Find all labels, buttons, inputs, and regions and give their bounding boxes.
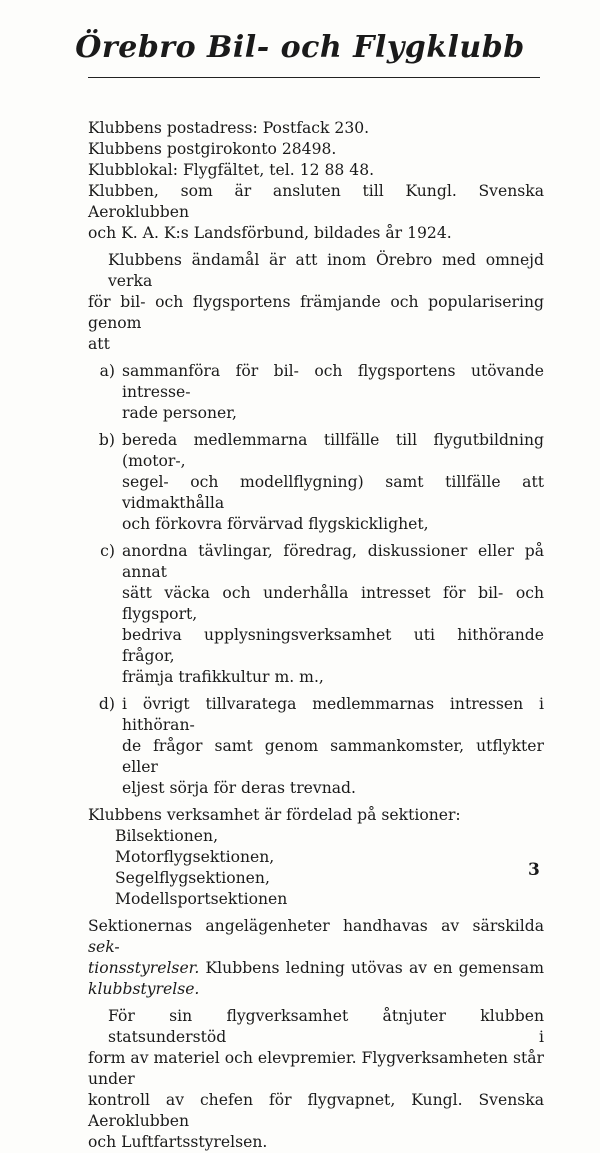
text-line: rade personer,: [122, 404, 237, 422]
klubblokal-line: Klubblokal: Flygfältet, tel. 12 88 48.: [88, 161, 375, 179]
text-line: Klubben, som är ansluten till Kungl. Svenska Aeroklubben: [88, 182, 544, 221]
text-line: och K. A. K:s Landsförbund, bildades år 1924.: [88, 224, 452, 242]
text-line: form av materiel och elevpremier. Flygverksamheten står under: [88, 1049, 544, 1088]
list-label: c): [100, 542, 115, 560]
title-rule: [88, 77, 540, 78]
text-line: bereda medlemmarna tillfälle till flygutbildning (motor-,: [122, 431, 544, 470]
text-line: anordna tävlingar, föredrag, diskussioner eller på annat: [122, 542, 544, 581]
text-line: i övrigt tillvaratega medlemmarnas intressen i hithöran-: [122, 695, 544, 734]
text-line: sammanföra för bil- och flygsportens utövande intresse-: [122, 362, 544, 401]
page-number: 3: [528, 860, 540, 880]
statsstod-paragraph: [88, 1006, 544, 1153]
text-line: sätt väcka och underhålla intresset för bil- och flygsport,: [122, 584, 544, 623]
text-line: Sektionernas angelägenheter handhavas av särskilda sek-: [88, 917, 544, 956]
text-line: kontroll av chefen för flygvapnet, Kungl. Svenska Aeroklubben: [88, 1091, 544, 1130]
page-body: [88, 118, 544, 1153]
text-line: och Luftfartsstyrelsen.: [88, 1133, 268, 1151]
text-line: för bil- och flygsportens främjande och popularisering genom: [88, 293, 544, 332]
text-line: segel- och modellflygning) samt tillfälle att vidmakthålla: [122, 473, 544, 512]
list-label: d): [98, 695, 115, 713]
sektioner-list: [88, 826, 544, 910]
text-line: de frågor samt genom sammankomster, utflykter eller: [122, 737, 544, 776]
list-label: b): [98, 431, 115, 449]
sektion-item: Bilsektionen,: [115, 827, 219, 845]
text-line: bedriva upplysningsverksamhet uti hithörande frågor,: [122, 626, 544, 665]
ansluten-paragraph: [88, 181, 544, 244]
text-line: att: [88, 335, 110, 353]
styrelse-paragraph: [88, 916, 544, 1000]
list-item: [88, 430, 544, 535]
text-line: främja trafikkultur m. m.,: [122, 668, 324, 686]
text-line: och förkovra förvärvad flygskicklighet,: [122, 515, 429, 533]
sektion-item: Motorflygsektionen,: [115, 848, 275, 866]
text-line: eljest sörja för deras trevnad.: [122, 779, 356, 797]
text-line: För sin flygverksamhet åtnjuter klubben statsunderstöd i: [108, 1007, 544, 1046]
text-line: klubbstyrelse.: [88, 980, 200, 998]
text-line: tionsstyrelser. Klubbens ledning utövas av en gemensam: [88, 959, 544, 977]
postadress-line: Klubbens postadress: Postfack 230.: [88, 119, 370, 137]
sektioner-intro: Klubbens verksamhet är fördelad på sektioner:: [88, 806, 461, 824]
sektion-item: Modellsportsektionen: [115, 890, 288, 908]
andamal-paragraph: [88, 250, 544, 355]
list-item: [88, 361, 544, 424]
sektion-item: Segelflygsektionen,: [115, 869, 270, 887]
list-label: a): [99, 362, 115, 380]
postgiro-line: Klubbens postgirokonto 28498.: [88, 140, 337, 158]
page-title: Örebro Bil- och Flygklubb: [75, 30, 525, 65]
list-item: [88, 694, 544, 799]
list-item: [88, 541, 544, 688]
text-line: Klubbens ändamål är att inom Örebro med omnejd verka: [108, 251, 544, 290]
